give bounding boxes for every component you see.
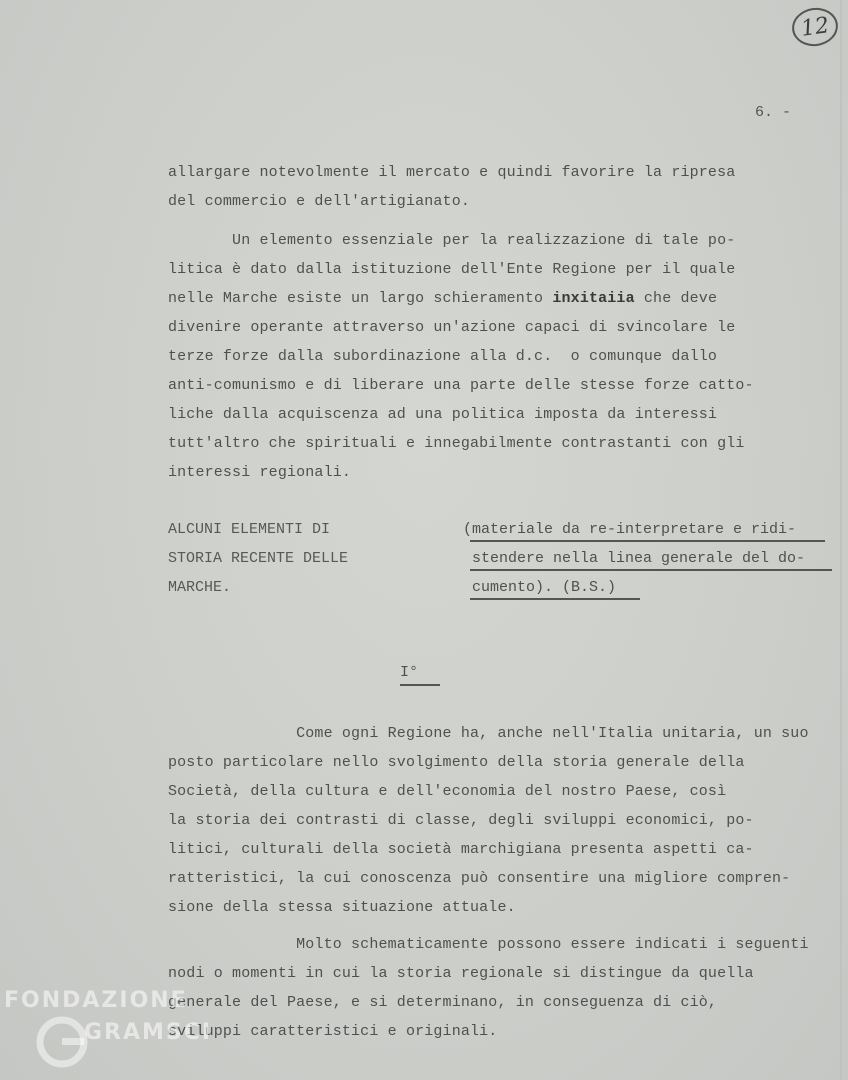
p2-line-7: liche dalla acquiscenza ad una politica imposta da interessi — [168, 406, 718, 423]
side-title-line-3: MARCHE. — [168, 579, 232, 596]
note-underline-3 — [470, 598, 640, 600]
p3-line-2: posto particolare nello svolgimento della storia generale della — [168, 754, 745, 771]
p2-line-2: litica è dato dalla istituzione dell'Ente Regione per il quale — [168, 261, 736, 278]
chapter-heading-underline — [400, 684, 440, 686]
p4-line-2: nodi o momenti in cui la storia regionale si distingue da quella — [168, 965, 754, 982]
note-line-2: stendere nella linea generale del do- — [463, 550, 806, 567]
chapter-heading: I° — [400, 664, 419, 681]
folio-stamp — [790, 5, 841, 49]
side-title-line-1: ALCUNI ELEMENTI DI — [168, 521, 331, 538]
watermark-line-2: GRAMSCI — [84, 1020, 213, 1045]
p1-line-1: allargare notevolmente il mercato e quindi favorire la ripresa — [168, 164, 736, 181]
p3-line-1: Come ogni Regione ha, anche nell'Italia unitaria, un suo — [168, 725, 809, 742]
p3-line-4: la storia dei contrasti di classe, degli sviluppi economici, po- — [168, 812, 754, 829]
p3-line-7: sione della stessa situazione attuale. — [168, 899, 516, 916]
gramsci-logo-icon — [34, 1014, 90, 1070]
p2-line-1: Un elemento essenziale per la realizzazione di tale po- — [168, 232, 736, 249]
side-title-line-2: STORIA RECENTE DELLE — [168, 550, 349, 567]
sheet-edge — [840, 0, 842, 1080]
struck-word: inxitaiia — [552, 290, 635, 307]
p2-line-8: tutt'altro che spirituali e innegabilmente contrastanti con gli — [168, 435, 745, 452]
p2-line-9: interessi regionali. — [168, 464, 352, 481]
watermark-line-1: FONDAZIONE — [4, 988, 188, 1013]
p2-line-3 — [168, 290, 717, 307]
p4-line-4: sviluppi caratteristici e originali. — [168, 1023, 498, 1040]
p3-line-5: litici, culturali della società marchigiana presenta aspetti ca- — [168, 841, 754, 858]
p3-line-6: ratteristici, la cui conoscenza può consentire una migliore compren- — [168, 870, 791, 887]
folio-number: 12 — [799, 12, 831, 42]
p2-line-3-before: nelle Marche esiste un largo schieramento — [168, 290, 553, 307]
p1-line-2: del commercio e dell'artigianato. — [168, 193, 470, 210]
note-underline-1 — [470, 540, 825, 542]
p2-line-3-after: che deve — [634, 290, 718, 307]
note-underline-2 — [470, 569, 832, 571]
note-line-3: cumento). (B.S.) — [463, 579, 617, 596]
p2-line-5: terze forze dalla subordinazione alla d.c. o comunque dallo — [168, 348, 718, 365]
p2-line-6: anti-comunismo e di liberare una parte delle stesse forze catto- — [168, 377, 754, 394]
p4-line-3: generale del Paese, e si determinano, in conseguenza di ciò, — [168, 994, 718, 1011]
page-number: 6. - — [755, 104, 792, 121]
p2-line-4: divenire operante attraverso un'azione capaci di svincolare le — [168, 319, 736, 336]
fondazione-gramsci-watermark — [4, 988, 214, 1076]
p4-line-1: Molto schematicamente possono essere indicati i seguenti — [168, 936, 809, 953]
p3-line-3: Società, della cultura e dell'economia del nostro Paese, così — [168, 783, 727, 800]
note-line-1: (materiale da re-interpretare e ridi- — [463, 521, 797, 538]
